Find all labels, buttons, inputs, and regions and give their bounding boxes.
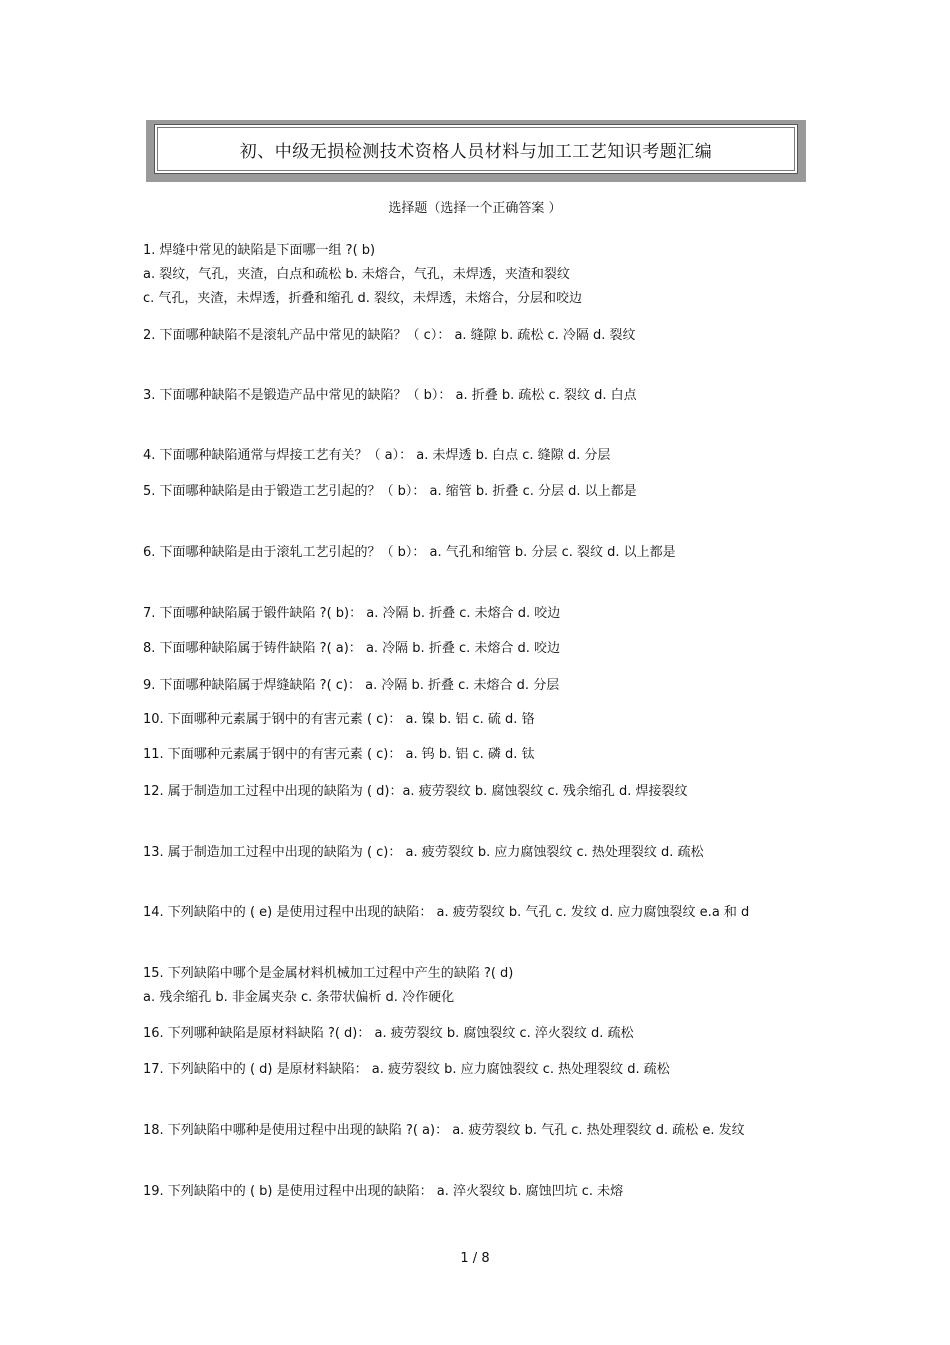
question-12: 12. 属于制造加工过程中出现的缺陷为 ( d)：a. 疲劳裂纹 b. 腐蚀裂纹 c. 残余缩孔 d. 焊接裂纹 bbox=[143, 784, 688, 799]
question-5: 5. 下面哪种缺陷是由于锻造工艺引起的？（ b）： a. 缩管 b. 折叠 c. 分层 d. 以上都是 bbox=[143, 484, 637, 499]
question-16: 16. 下列哪种缺陷是原材料缺陷 ?( d)： a. 疲劳裂纹 b. 腐蚀裂纹 c. 淬火裂纹 d. 疏松 bbox=[143, 1026, 634, 1041]
title-frame bbox=[146, 120, 806, 182]
question-13: 13. 属于制造加工过程中出现的缺陷为 ( c)： a. 疲劳裂纹 b. 应力腐蚀裂纹 c. 热处理裂纹 d. 疏松 bbox=[143, 845, 704, 860]
document-title: 初、中级无损检测技术资格人员材料与加工工艺知识考题汇编 bbox=[239, 141, 713, 162]
question-10: 10. 下面哪种元素属于钢中的有害元素 ( c)： a. 镍 b. 铝 c. 硫 d. 铬 bbox=[143, 712, 535, 727]
title-box bbox=[154, 124, 798, 174]
question-15: 15. 下列缺陷中哪个是金属材料机械加工过程中产生的缺陷 ?( d) a. 残余缩孔 b. 非金属夹杂 c. 条带状偏析 d. 冷作硬化 bbox=[143, 966, 514, 1005]
question-2: 2. 下面哪种缺陷不是滚轧产品中常见的缺陷？（ c）： a. 缝隙 b. 疏松 c. 冷隔 d. 裂纹 bbox=[143, 328, 636, 343]
question-1: 1. 焊缝中常见的缺陷是下面哪一组 ?( b) a. 裂纹，气孔，夹渣，白点和疏松 b. 未熔合，气孔，未焊透，夹渣和裂纹 c. 气孔，夹渣，未焊透，折叠和缩孔 d. 裂纹，未焊透，未熔合，分层和咬边 bbox=[143, 243, 583, 306]
question-3: 3. 下面哪种缺陷不是锻造产品中常见的缺陷？（ b）： a. 折叠 b. 疏松 c. 裂纹 d. 白点 bbox=[143, 388, 637, 403]
question-17: 17. 下列缺陷中的 ( d) 是原材料缺陷： a. 疲劳裂纹 b. 应力腐蚀裂纹 c. 热处理裂纹 d. 疏松 bbox=[143, 1062, 670, 1077]
question-8: 8. 下面哪种缺陷属于铸件缺陷 ?( a)： a. 冷隔 b. 折叠 c. 未熔合 d. 咬边 bbox=[143, 641, 561, 656]
page-number: 1 / 8 bbox=[460, 1251, 490, 1266]
question-19: 19. 下列缺陷中的 ( b) 是使用过程中出现的缺陷： a. 淬火裂纹 b. 腐蚀凹坑 c. 未熔 bbox=[143, 1184, 624, 1199]
question-18: 18. 下列缺陷中哪种是使用过程中出现的缺陷 ?( a)： a. 疲劳裂纹 b. 气孔 c. 热处理裂纹 d. 疏松 e. 发纹 bbox=[143, 1123, 745, 1138]
question-7: 7. 下面哪种缺陷属于锻件缺陷 ?( b)： a. 冷隔 b. 折叠 c. 未熔合 d. 咬边 bbox=[143, 606, 561, 621]
question-14: 14. 下列缺陷中的 ( e) 是使用过程中出现的缺陷： a. 疲劳裂纹 b. 气孔 c. 发纹 d. 应力腐蚀裂纹 e.a 和 d bbox=[143, 905, 750, 920]
question-6: 6. 下面哪种缺陷是由于滚轧工艺引起的？（ b）： a. 气孔和缩管 b. 分层 c. 裂纹 d. 以上都是 bbox=[143, 545, 676, 560]
question-11: 11. 下面哪种元素属于钢中的有害元素 ( c)： a. 钨 b. 铝 c. 磷 d. 钛 bbox=[143, 747, 535, 762]
section-heading: 选择题（选择一个正确答案 ） bbox=[388, 201, 562, 216]
question-9: 9. 下面哪种缺陷属于焊缝缺陷 ?( c)： a. 冷隔 b. 折叠 c. 未熔合 d. 分层 bbox=[143, 678, 560, 693]
question-4: 4. 下面哪种缺陷通常与焊接工艺有关？（ a）： a. 未焊透 b. 白点 c. 缝隙 d. 分层 bbox=[143, 448, 611, 463]
